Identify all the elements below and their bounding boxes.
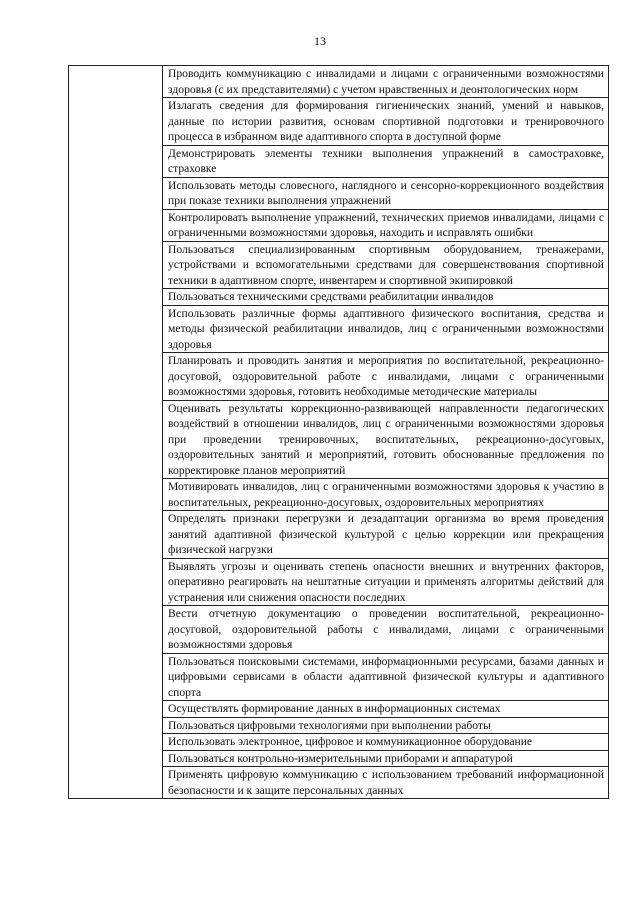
table-row xyxy=(69,66,609,98)
skill-text: Применять цифровую коммуникацию с использованием требований информационной безопасности и к защите персональных данных xyxy=(168,768,604,797)
skill-cell xyxy=(163,734,609,751)
skill-cell xyxy=(163,66,609,98)
skill-cell xyxy=(163,98,609,146)
skill-cell xyxy=(163,558,609,606)
skill-cell xyxy=(163,767,609,799)
skill-text: Проводить коммуникацию с инвалидами и лицами с ограниченными возможностями здоровья (с их представителями) с учетом нравственных и деонтологических норм xyxy=(168,67,604,96)
skill-text: Пользоваться цифровыми технологиями при выполнении работы xyxy=(168,718,491,732)
skill-text: Пользоваться контрольно-измерительными приборами и аппаратурой xyxy=(168,751,513,765)
skill-text: Пользоваться техническими средствами реабилитации инвалидов xyxy=(168,290,494,303)
skill-text: Выявлять угрозы и оценивать степень опасности внешних и внутренних факторов, оперативно реагировать на нештатные ситуации и применять алгоритмы действий для устранения или снижения опасности последних xyxy=(168,559,604,604)
page-number: 13 xyxy=(314,34,326,48)
skill-text: Мотивировать инвалидов, лиц с ограниченными возможностями здоровья к участию в воспитательных, рекреационно-досуговых, оздоровительных мероприятиях xyxy=(168,480,604,509)
skill-cell xyxy=(163,750,609,767)
skill-text: Использовать различные формы адаптивного физического воспитания, средства и методы физической реабилитации инвалидов, лиц с ограниченными возможностями здоровья xyxy=(168,306,604,351)
skill-cell xyxy=(163,289,609,306)
skills-table xyxy=(68,65,609,799)
skill-text: Планировать и проводить занятия и мероприятия по воспитательной, рекреационно-досуговой, оздоровительной работе с инвалидами, лицами с ограниченными возможностями здоровья, готовить необходимые методические материалы xyxy=(168,354,604,398)
skills-table-body xyxy=(69,66,609,799)
skill-cell xyxy=(163,511,609,559)
skill-cell xyxy=(163,177,609,209)
skill-text: Контролировать выполнение упражнений, технических приемов инвалидами, лицами с ограниченными возможностями здоровья, находить и исправлять ошибки xyxy=(168,210,604,239)
skill-cell xyxy=(163,717,609,734)
skill-text: Демонстрировать элементы техники выполнения упражнений в самостраховке, страховке xyxy=(168,146,604,175)
skill-cell xyxy=(163,209,609,241)
skill-cell xyxy=(163,479,609,511)
skill-cell xyxy=(163,145,609,177)
skill-text: Пользоваться специализированным спортивным оборудованием, тренажерами, устройствами и вспомогательными средствами для совершенствования спортивной техники в адаптивном спорте, инвентарем и спортивной экипировкой xyxy=(168,242,604,287)
skill-text: Использовать электронное, цифровое и коммуникационное оборудование xyxy=(168,735,533,748)
skill-cell xyxy=(163,606,609,654)
skill-cell xyxy=(163,353,609,401)
skill-text: Излагать сведения для формирования гигиенических знаний, умений и навыков, данные по истории развития, основам спортивной подготовки и тренировочного процесса в избранном виде адаптивного спорта в доступной форме xyxy=(168,99,604,143)
skill-text: Использовать методы словесного, наглядного и сенсорно-коррекционного воздействия при показе техники выполнения упражнений xyxy=(168,178,604,207)
skill-text: Вести отчетную документацию о проведении воспитательной, рекреационно-досуговой, оздоровительной работы с инвалидами, лицами с ограниченными возможностями здоровья xyxy=(168,607,604,651)
skill-text: Оценивать результаты коррекционно-развивающей направленности педагогических воздействий в отношении инвалидов, лиц с ограниченными возможностями здоровья при проведении тренировочных, воспитательных, рекреационно-досуговых, оздоровительных занятий и мероприятий, готовить обоснованные предложения по корректировке планов мероприятий xyxy=(168,401,604,477)
skill-cell xyxy=(163,305,609,353)
skill-cell xyxy=(163,241,609,289)
skill-text: Осуществлять формирование данных в информационных системах xyxy=(168,702,501,715)
skill-cell xyxy=(163,400,609,479)
skill-cell xyxy=(163,653,609,701)
skill-cell xyxy=(163,701,609,718)
empty-label-cell xyxy=(69,66,163,799)
skill-text: Определять признаки перегрузки и дезадаптации организма во время проведения занятий адаптивной физической культурой с целью коррекции или прекращения физической нагрузки xyxy=(168,512,604,556)
skill-text: Пользоваться поисковыми системами, информационными ресурсами, базами данных и цифровыми сервисами в области адаптивной физической культуры и адаптивного спорта xyxy=(168,654,604,699)
